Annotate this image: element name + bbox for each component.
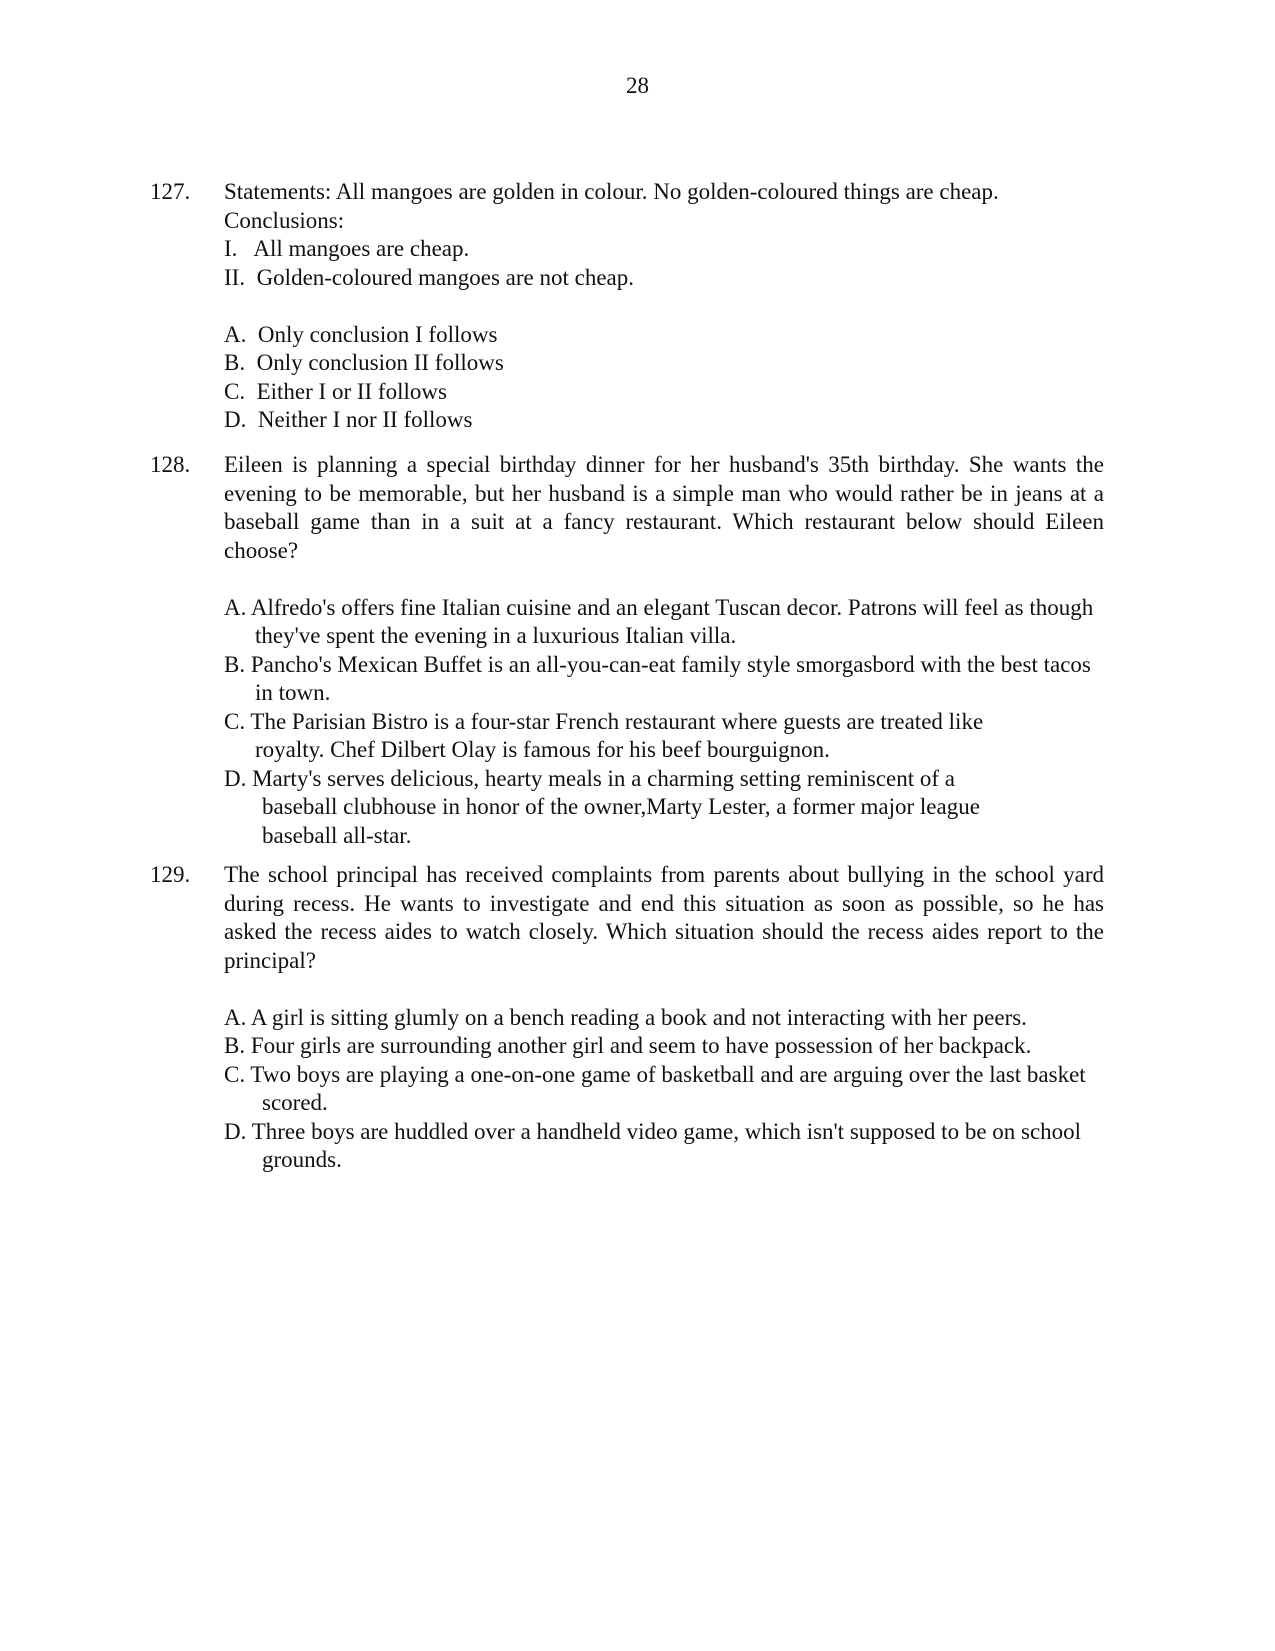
question-statement: Statements: All mangoes are golden in colour. No golden-coloured things are cheap.: [224, 179, 999, 204]
answer-option-d: D. Neither I nor II follows: [224, 407, 473, 432]
answer-option-c: C. Either I or II follows: [224, 378, 447, 404]
answer-option-b: B. Pancho's Mexican Buffet is an all-you-can-eat family style smorgasbord with the best tacos in town.: [224, 651, 1091, 705]
page-number: 28: [626, 73, 649, 98]
question-prompt: The school principal has received complaints from parents about bullying in the school yard during recess. He wants to investigate and end this situation as soon as possible, so he has asked the recess aides to watch closely. Which situation should the recess aides report to the principal?: [224, 862, 1104, 973]
answer-options: [224, 594, 1104, 851]
answer-option-a: A. Alfredo's offers fine Italian cuisine and an elegant Tuscan decor. Patrons will feel as though they've spent the evening in a luxurious Italian villa.: [224, 594, 1094, 648]
conclusions-label: Conclusions:: [224, 207, 345, 233]
question-body: [224, 861, 1130, 1175]
answer-option-a: A. A girl is sitting glumly on a bench reading a book and not interacting with her peers.: [224, 1004, 1027, 1030]
answer-option-b: B. Only conclusion II follows: [224, 350, 504, 375]
conclusion-item: I. All mangoes are cheap.: [224, 236, 470, 261]
question-prompt: Eileen is planning a special birthday dinner for her husband's 35th birthday. She wants the evening to be memorable, but her husband is a simple man who would rather be in jeans at a baseball game than in a suit at a fancy restaurant. Which restaurant below should Eileen choose?: [224, 452, 1104, 563]
question-127: [150, 178, 1130, 438]
answer-option-c: C. Two boys are playing a one-on-one game of basketball and are arguing over the last basket scored.: [224, 1061, 1086, 1115]
question-body: [224, 451, 1130, 850]
answer-option-b: B. Four girls are surrounding another girl and seem to have possession of her backpack.: [224, 1033, 1032, 1058]
answer-option-d: D. Three boys are huddled over a handheld video game, which isn't supposed to be on school grounds.: [224, 1118, 1082, 1172]
question-body: [224, 178, 1130, 435]
answer-option-c: C. The Parisian Bistro is a four-star French restaurant where guests are treated like royalty. Chef Dilbert Olay is famous for his beef bourguignon.: [224, 708, 984, 762]
question-number: 128.: [150, 452, 191, 477]
conclusion-item: II. Golden-coloured mangoes are not cheap.: [224, 264, 635, 290]
question-128: [150, 451, 1130, 851]
answer-option-d: D. Marty's serves delicious, hearty meals in a charming setting reminiscent of a baseball clubhouse in honor of the owner,Marty Lester, a former major league baseball all-star.: [224, 765, 980, 848]
answer-option-a: A. Only conclusion I follows: [224, 321, 498, 347]
answer-options: [224, 1004, 1104, 1175]
question-129: [150, 861, 1130, 1201]
answer-options: [224, 321, 1130, 435]
question-number: 129.: [150, 862, 191, 887]
question-number: 127.: [150, 179, 191, 204]
